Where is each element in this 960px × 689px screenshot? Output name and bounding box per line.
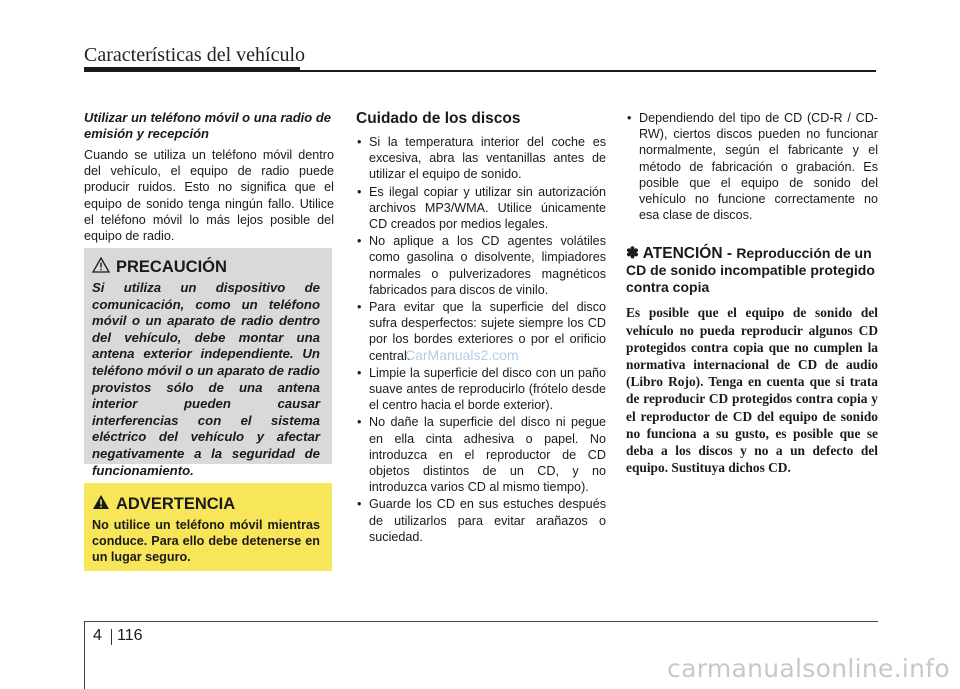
warning-label: ADVERTENCIA	[116, 494, 236, 513]
attention-title	[626, 245, 878, 296]
watermark: CarManuals2.com	[405, 347, 519, 363]
paragraph-mobile-radio: Cuando se utiliza un teléfono móvil dentro del vehículo, el equipo de radio puede producir ruidos. Esto no significa que el equipo de sonido tenga ningún fallo. Utilice el teléfono móvil lo más lejos posible del equipo de radio.	[84, 148, 334, 244]
list-item: • Guarde los CD en sus estuches después de utilizarlos para evitar arañazos o suciedad.	[357, 497, 606, 544]
footer-rule	[84, 621, 878, 622]
list-item: • Limpie la superficie del disco con un paño suave antes de reproducirlo (frótelo desde el centro hacia el borde exterior).	[357, 365, 606, 413]
list-item: • No aplique a los CD agentes volátiles como gasolina o disolvente, limpiadores normales o pulverizadores magnéticos fabricados para discos de vinilo.	[357, 234, 606, 297]
warning-text: No utilice un teléfono móvil mientras conduce. Para ello debe detenerse en un lugar seguro.	[92, 518, 320, 565]
caution-header	[92, 256, 320, 278]
column-middle	[356, 110, 606, 546]
header-rule-thin	[300, 70, 876, 72]
asterisk-icon: ✽	[626, 245, 639, 263]
header-rule-thick	[84, 67, 300, 72]
footer-margin-rule	[84, 621, 85, 689]
attention-text: Es posible que el equipo de sonido del vehículo no pueda reproducir algunos CD protegidos contra copia que no cumplen la normativa internacional de CD de audio (Libro Rojo). Tenga en cuenta que si trata de reproducir CD protegidos contra copia y el reproductor de CD del equipo de sonido no funciona a su gusto, es posible que se deba a los discos y no a un defecto del equipo. Sustituya dichos CD.	[626, 305, 878, 476]
caution-text: Si utiliza un dispositivo de comunicación, como un teléfono móvil o un aparato de radio dentro del vehículo, debe montar una antena exterior independiente. Un teléfono móvil o un aparato de radio provistos sólo de una antena interior pueden causar interferencias con el sistema eléctrico del vehículo y afectar negativamente a la seguridad de funcionamiento.	[92, 280, 320, 478]
section-heading-disc-care: Cuidado de los discos	[356, 110, 521, 127]
attention-label: ATENCIÓN -	[642, 245, 732, 263]
warning-box	[84, 483, 332, 571]
cd-type-list	[626, 110, 878, 223]
page-number: 116	[117, 627, 143, 644]
warning-triangle-icon	[92, 494, 110, 515]
subheading-mobile-radio: Utilizar un teléfono móvil o una radio de emisión y recepción	[84, 110, 332, 141]
site-logo: carmanualsonline.info	[667, 654, 950, 683]
page-header-title: Características del vehículo	[84, 44, 306, 66]
attention-title-rest: Reproducción de un CD de sonido incompatible protegido contra copia	[626, 245, 875, 296]
column-right	[626, 110, 878, 476]
list-item: • Si la temperatura interior del coche es excesiva, abra las ventanillas antes de utilizar el equipo de sonido.	[357, 135, 606, 182]
list-item: • No dañe la superficie del disco ni pegue en ella cinta adhesiva o papel. No introduzca en el reproductor de CD objetos distintos de un CD, y no introduzca varios CD al mismo tiempo).	[357, 415, 606, 495]
caution-box	[84, 248, 332, 478]
column-left	[84, 110, 334, 244]
list-item: • Para evitar que la superficie del disco sufra desperfectos: sujete siempre los CD por los bordes exteriores o por el orificio central.	[357, 300, 606, 363]
disc-care-list	[356, 134, 606, 545]
chapter-number: 4	[93, 627, 102, 644]
list-item: • Dependiendo del tipo de CD (CD-R / CD-RW), ciertos discos pueden no funcionar normalmente, según el fabricante y el método de fabricación o grabación. Es posible que el equipo de sonido del vehículo no funcione correctamente no esa clase de discos.	[627, 111, 878, 223]
caution-triangle-icon	[92, 257, 110, 278]
list-item: • Es ilegal copiar y utilizar sin autorización archivos MP3/WMA. Utilice únicamente CD creados por medios legales.	[357, 184, 606, 232]
caution-label: PRECAUCIÓN	[116, 257, 227, 276]
warning-header	[92, 493, 320, 515]
page-number-divider	[111, 629, 112, 645]
